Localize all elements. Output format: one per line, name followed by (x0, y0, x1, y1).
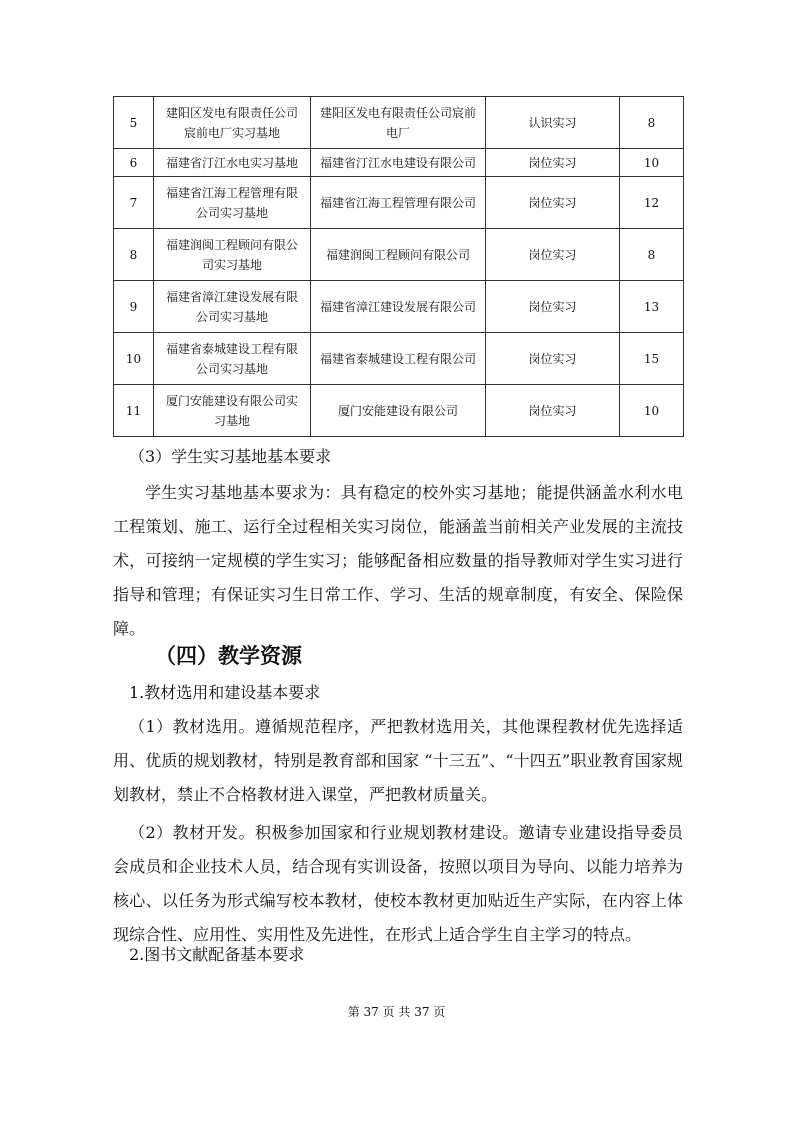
internship-type: 岗位实习 (486, 229, 620, 281)
practice-base-requirements-paragraph: 学生实习基地基本要求为：具有稳定的校外实习基地；能提供涵盖水利水电工程策划、施工、运行全过程相关实习岗位，能涵盖当前相关产业发展的主流技术，可接纳一定规模的学生实习；能够配备相应数量的指导教师对学生实习进行指导和管理；有保证实习生日常工作、学习、生活的规章制度，有安全、保险保障。 (113, 483, 683, 638)
base-name: 福建省漳江建设发展有限公司实习基地 (154, 281, 311, 333)
internship-type: 岗位实习 (486, 281, 620, 333)
table-row (114, 177, 684, 229)
student-count: 8 (620, 97, 684, 149)
base-name: 建阳区发电有限责任公司宸前电厂实习基地 (154, 97, 311, 149)
base-name: 福建省汀江水电实习基地 (154, 149, 311, 177)
student-count: 12 (620, 177, 684, 229)
student-count: 10 (620, 385, 684, 437)
internship-base-table (113, 96, 684, 437)
base-name: 厦门安能建设有限公司实习基地 (154, 385, 311, 437)
internship-type: 岗位实习 (486, 333, 620, 385)
internship-type: 岗位实习 (486, 385, 620, 437)
student-count: 13 (620, 281, 684, 333)
internship-type: 岗位实习 (486, 149, 620, 177)
page-footer: 第 37 页 共 37 页 (347, 1005, 446, 1019)
company-name: 福建省泰城建设工程有限公司 (311, 333, 486, 385)
table-row (114, 333, 684, 385)
company-name: 厦门安能建设有限公司 (311, 385, 486, 437)
table-row (114, 149, 684, 177)
company-name: 福建润闽工程顾问有限公司 (311, 229, 486, 281)
table-row (114, 385, 684, 437)
company-name: 建阳区发电有限责任公司宸前电厂 (311, 97, 486, 149)
row-number: 10 (114, 333, 154, 385)
row-number: 9 (114, 281, 154, 333)
company-name: 福建省江海工程管理有限公司 (311, 177, 486, 229)
row-number: 7 (114, 177, 154, 229)
company-name: 福建省汀江水电建设有限公司 (311, 149, 486, 177)
student-count: 15 (620, 333, 684, 385)
base-name: 福建省泰城建设工程有限公司实习基地 (154, 333, 311, 385)
heading-textbook-requirements: 1.教材选用和建设基本要求 (129, 683, 321, 702)
section-title: （四）教学资源 (155, 644, 302, 668)
row-number: 6 (114, 149, 154, 177)
row-number: 5 (114, 97, 154, 149)
base-name: 福建省江海工程管理有限公司实习基地 (154, 177, 311, 229)
student-count: 8 (620, 229, 684, 281)
internship-type: 认识实习 (486, 97, 620, 149)
textbook-selection-paragraph: （1）教材选用。遵循规范程序，严把教材选用关，其他课程教材优先选择适用、优质的规划教材，特别是教育部和国家 “十三五”、“十四五”职业教育国家规划教材，禁止不合格教材进入课堂，严把教材质量关。 (113, 717, 683, 804)
row-number: 8 (114, 229, 154, 281)
company-name: 福建省漳江建设发展有限公司 (311, 281, 486, 333)
heading-library-requirements: 2.图书文献配备基本要求 (129, 945, 305, 964)
subheading-practice-base-requirements: （3）学生实习基地基本要求 (129, 447, 332, 466)
row-number: 11 (114, 385, 154, 437)
table-row (114, 229, 684, 281)
internship-type: 岗位实习 (486, 177, 620, 229)
table-row (114, 281, 684, 333)
base-name: 福建润闽工程顾问有限公司实习基地 (154, 229, 311, 281)
student-count: 10 (620, 149, 684, 177)
textbook-development-paragraph: （2）教材开发。积极参加国家和行业规划教材建设。邀请专业建设指导委员会成员和企业技术人员，结合现有实训设备，按照以项目为导向、以能力培养为核心、以任务为形式编写校本教材，使校本教材更加贴近生产实际，在内容上体现综合性、应用性、实用性及先进性，在形式上适合学生自主学习的特点。 (113, 823, 683, 944)
table-row (114, 97, 684, 149)
